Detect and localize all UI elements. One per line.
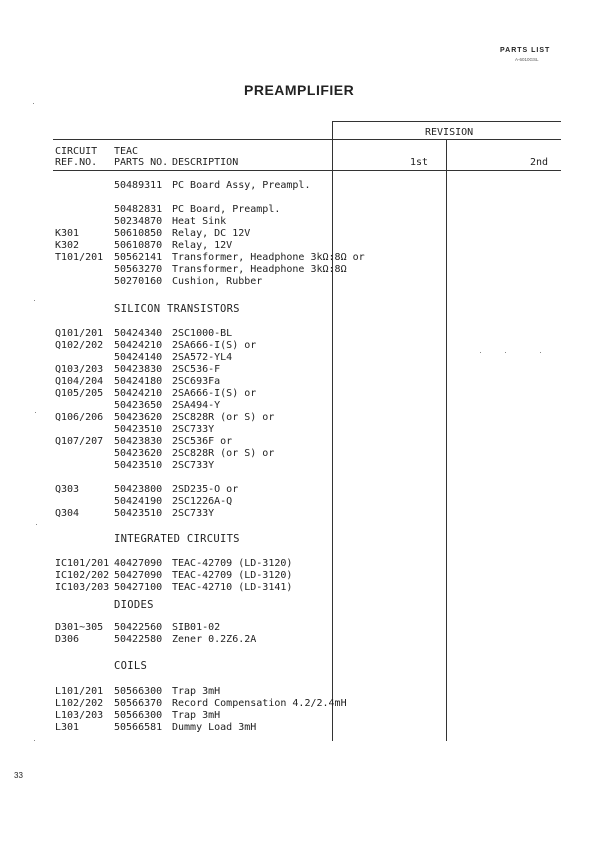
parts-no-cell: 50427090	[114, 570, 163, 581]
description-cell: 2SC536-F	[172, 364, 221, 375]
description-cell: 2SC733Y	[172, 424, 215, 435]
parts-no-cell: 50423510	[114, 508, 163, 519]
page-title: PREAMPLIFIER	[244, 82, 355, 98]
description-cell: 2SA572-YL4	[172, 352, 233, 363]
description-cell: 2SC733Y	[172, 508, 215, 519]
parts-no-cell: 50427100	[114, 582, 163, 593]
circuit-ref-cell: K302	[55, 240, 80, 251]
circuit-ref-cell: D306	[55, 634, 80, 645]
parts-no-cell: 50563270	[114, 264, 163, 275]
circuit-ref-cell: IC103/203	[55, 582, 110, 593]
circuit-ref-cell: Q103/203	[55, 364, 104, 375]
parts-no-cell: 50423620	[114, 448, 163, 459]
parts-no-cell: 50610850	[114, 228, 163, 239]
description-cell: 2SD235-O or	[172, 484, 239, 495]
description-cell: 2SC693Fa	[172, 376, 221, 387]
description-cell: Relay, 12V	[172, 240, 233, 251]
parts-list-label: PARTS LIST	[500, 47, 551, 54]
description-cell: Trap 3mH	[172, 710, 221, 721]
description-column-divider	[332, 121, 333, 741]
parts-no-cell: 50422580	[114, 634, 163, 645]
circuit-heading: CIRCUIT	[55, 146, 98, 157]
parts-no-cell: 50562141	[114, 252, 163, 263]
revision-heading: REVISION	[425, 127, 474, 138]
parts-no-cell: 50424210	[114, 388, 163, 399]
parts-no-cell: 50423620	[114, 412, 163, 423]
parts-no-cell: 50566300	[114, 686, 163, 697]
description-cell: Relay, DC 12V	[172, 228, 251, 239]
circuit-ref-cell: Q304	[55, 508, 80, 519]
parts-no-cell: 50234870	[114, 216, 163, 227]
description-cell: SIB01-02	[172, 622, 221, 633]
circuit-ref-cell: IC101/201	[55, 558, 110, 569]
circuit-ref-cell: Q106/206	[55, 412, 104, 423]
parts-no-cell: 50566300	[114, 710, 163, 721]
parts-no-cell: 50424210	[114, 340, 163, 351]
parts-no-cell: 50423800	[114, 484, 163, 495]
circuit-ref-cell: Q101/201	[55, 328, 104, 339]
description-cell: Heat Sink	[172, 216, 227, 227]
description-cell: 2SC733Y	[172, 460, 215, 471]
revision-column-divider	[446, 140, 447, 741]
parts-no-cell: 50566370	[114, 698, 163, 709]
parts-no-cell: 50424140	[114, 352, 163, 363]
revision-2nd-heading: 2nd	[530, 157, 549, 168]
parts-no-cell: 50610870	[114, 240, 163, 251]
description-cell: Cushion, Rubber	[172, 276, 263, 287]
parts-no-cell: 50423510	[114, 460, 163, 471]
parts-no-cell: 50424190	[114, 496, 163, 507]
parts-no-cell: 50422560	[114, 622, 163, 633]
circuit-ref-cell: Q104/204	[55, 376, 104, 387]
parts-no-cell: 50423830	[114, 364, 163, 375]
description-cell: Trap 3mH	[172, 686, 221, 697]
parts-no-cell: 50424180	[114, 376, 163, 387]
description-cell: TEAC-42709 (LD-3120)	[172, 558, 293, 569]
circuit-ref-cell: L101/201	[55, 686, 104, 697]
parts-no-heading: PARTS NO.	[114, 157, 169, 168]
section-heading: SILICON TRANSISTORS	[114, 303, 240, 315]
description-cell: 2SC536F or	[172, 436, 233, 447]
parts-no-cell: 50270160	[114, 276, 163, 287]
circuit-ref-cell: L102/202	[55, 698, 104, 709]
parts-no-cell: 40427090	[114, 558, 163, 569]
circuit-ref-cell: K301	[55, 228, 80, 239]
description-cell: Dummy Load 3mH	[172, 722, 257, 733]
parts-no-cell: 50423650	[114, 400, 163, 411]
description-cell: PC Board, Preampl.	[172, 204, 281, 215]
model-number: A-6010GSL	[515, 57, 539, 62]
parts-no-cell: 50423510	[114, 424, 163, 435]
description-cell: Transformer, Headphone 3kΩ:8Ω or	[172, 252, 365, 263]
description-cell: 2SA666-I(S) or	[172, 388, 257, 399]
circuit-ref-cell: Q303	[55, 484, 80, 495]
parts-no-cell: 50489311	[114, 180, 163, 191]
description-cell: Transformer, Headphone 3kΩ:8Ω	[172, 264, 347, 275]
revision-1st-heading: 1st	[410, 157, 429, 168]
description-cell: 2SC828R (or S) or	[172, 448, 275, 459]
page-number: 33	[14, 771, 23, 780]
description-cell: TEAC-42710 (LD-3141)	[172, 582, 293, 593]
description-cell: 2SC828R (or S) or	[172, 412, 275, 423]
header-bottom-rule	[53, 170, 561, 171]
circuit-ref-cell: Q102/202	[55, 340, 104, 351]
header-top-rule	[53, 139, 561, 140]
circuit-ref-cell: L103/203	[55, 710, 104, 721]
section-heading: DIODES	[114, 599, 154, 611]
description-cell: 2SC1226A-Q	[172, 496, 233, 507]
description-cell: 2SC1000-BL	[172, 328, 233, 339]
description-cell: 2SA494-Y	[172, 400, 221, 411]
revision-top-rule	[332, 121, 561, 122]
section-heading: INTEGRATED CIRCUITS	[114, 533, 240, 545]
circuit-ref-cell: Q107/207	[55, 436, 104, 447]
description-cell: PC Board Assy, Preampl.	[172, 180, 311, 191]
ref-no-heading: REF.NO.	[55, 157, 98, 168]
description-heading: DESCRIPTION	[172, 157, 239, 168]
parts-no-cell: 50424340	[114, 328, 163, 339]
circuit-ref-cell: T101/201	[55, 252, 104, 263]
circuit-ref-cell: L301	[55, 722, 80, 733]
teac-heading: TEAC	[114, 146, 139, 157]
parts-no-cell: 50482831	[114, 204, 163, 215]
circuit-ref-cell: Q105/205	[55, 388, 104, 399]
description-cell: TEAC-42709 (LD-3120)	[172, 570, 293, 581]
parts-no-cell: 50566581	[114, 722, 163, 733]
section-heading: COILS	[114, 660, 148, 672]
description-cell: 2SA666-I(S) or	[172, 340, 257, 351]
circuit-ref-cell: IC102/202	[55, 570, 110, 581]
circuit-ref-cell: D301~305	[55, 622, 104, 633]
description-cell: Record Compensation 4.2/2.4mH	[172, 698, 347, 709]
description-cell: Zener 0.2Z6.2A	[172, 634, 257, 645]
parts-no-cell: 50423830	[114, 436, 163, 447]
